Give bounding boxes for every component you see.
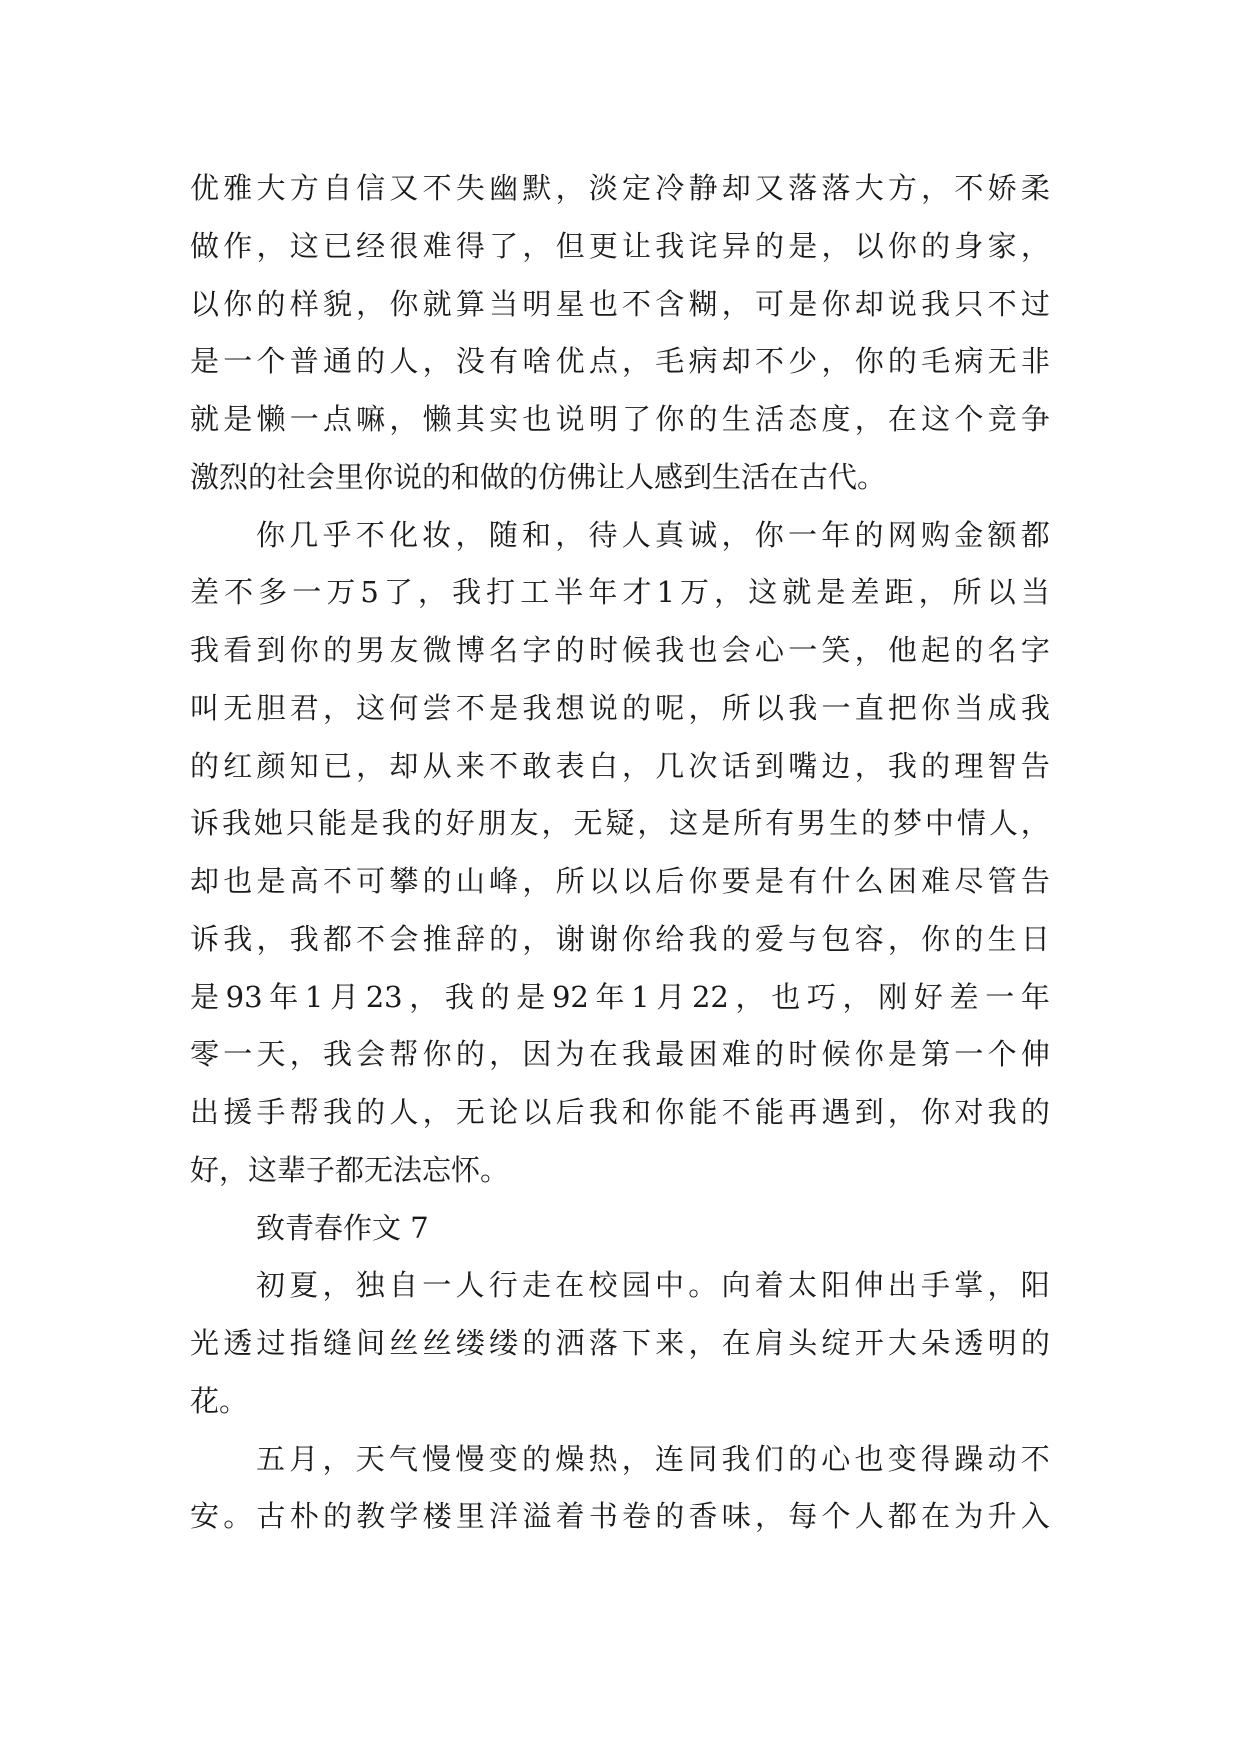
text-line: 的 红 颜 知 已 ， 却 从 来 不 敢 表 白 ， 几 次 话 到 嘴 边 ， 我 的 理 智 告	[190, 748, 1050, 783]
text-line: 五 月 ， 天 气 慢 慢 变 的 燥 热 ， 连 同 我 们 的 心 也 变 得 躁 动 不	[256, 1441, 1050, 1476]
text-line: 出 援 手 帮 我 的 人 ， 无 论 以 后 我 和 你 能 不 能 再 遇 到 ， 你 对 我 的	[190, 1095, 1050, 1129]
text-line: 做 作 ， 这 已 经 很 难 得 了 ， 但 更 让 我 诧 异 的 是 ， 以 你 的 身 家 ，	[190, 228, 1050, 263]
text-line: 零 一 天 ， 我 会 帮 你 的 ， 因 为 在 我 最 困 难 的 时 候 你 是 第 一 个 伸	[190, 1037, 1050, 1072]
text-line: 好，这辈子都无法忘怀。	[190, 1152, 510, 1187]
text-line: 优 雅 大 方 自 信 又 不 失 幽 默 ， 淡 定 冷 静 却 又 落 落 大 方 ， 不 娇 柔	[190, 171, 1050, 205]
text-line: 安 。 古 朴 的 教 学 楼 里 洋 溢 着 书 卷 的 香 味 ， 每 个 人 都 在 为 升 入	[190, 1499, 1050, 1534]
text-line: 就 是 懒 一 点 嘛 ， 懒 其 实 也 说 明 了 你 的 生 活 态 度 ， 在 这 个 竞 争	[190, 402, 1050, 436]
text-line: 致青春作文 7	[256, 1210, 429, 1245]
text-line: 是 93 年 1 月 23 ， 我 的 是 92 年 1 月 22 ， 也 巧 ， 刚 好 差 一 年	[190, 979, 1050, 1014]
text-line: 你 几 乎 不 化 妆 ， 随 和 ， 待 人 真 诚 ， 你 一 年 的 网 购 金 额 都	[256, 517, 1050, 552]
text-line: 激烈的社会里你说的和做的仿佛让人感到生活在古代。	[190, 459, 887, 494]
text-line: 诉 我 ， 我 都 不 会 推 辞 的 ， 谢 谢 你 给 我 的 爱 与 包 容 ， 你 的 生 日	[190, 921, 1050, 956]
text-line: 是 一 个 普 通 的 人 ， 没 有 啥 优 点 ， 毛 病 却 不 少 ， 你 的 毛 病 无 非	[190, 344, 1050, 379]
text-line: 光 透 过 指 缝 间 丝 丝 缕 缕 的 洒 落 下 来 ， 在 肩 头 绽 开 大 朵 透 明 的	[190, 1326, 1050, 1360]
text-line: 诉 我 她 只 能 是 我 的 好 朋 友 ， 无 疑 ， 这 是 所 有 男 生 的 梦 中 情 人 ，	[190, 806, 1050, 841]
text-line: 以 你 的 样 貌 ， 你 就 算 当 明 星 也 不 含 糊 ， 可 是 你 却 说 我 只 不 过	[190, 286, 1050, 321]
text-line: 却 也 是 高 不 可 攀 的 山 峰 ， 所 以 以 后 你 要 是 有 什 么 困 难 尽 管 告	[190, 864, 1050, 898]
text-line: 花。	[190, 1383, 249, 1418]
body-text	[190, 160, 1050, 1546]
text-line: 叫 无 胆 君 ， 这 何 尝 不 是 我 想 说 的 呢 ， 所 以 我 一 直 把 你 当 成 我	[190, 690, 1050, 725]
text-line: 差 不 多 一 万 5 了 ， 我 打 工 半 年 才 1 万 ， 这 就 是 差 距 ， 所 以 当	[190, 575, 1050, 610]
text-line: 我 看 到 你 的 男 友 微 博 名 字 的 时 候 我 也 会 心 一 笑 ， 他 起 的 名 字	[190, 633, 1050, 667]
text-line: 初 夏 ， 独 自 一 人 行 走 在 校 园 中 。 向 着 太 阳 伸 出 手 掌 ， 阳	[256, 1268, 1050, 1303]
